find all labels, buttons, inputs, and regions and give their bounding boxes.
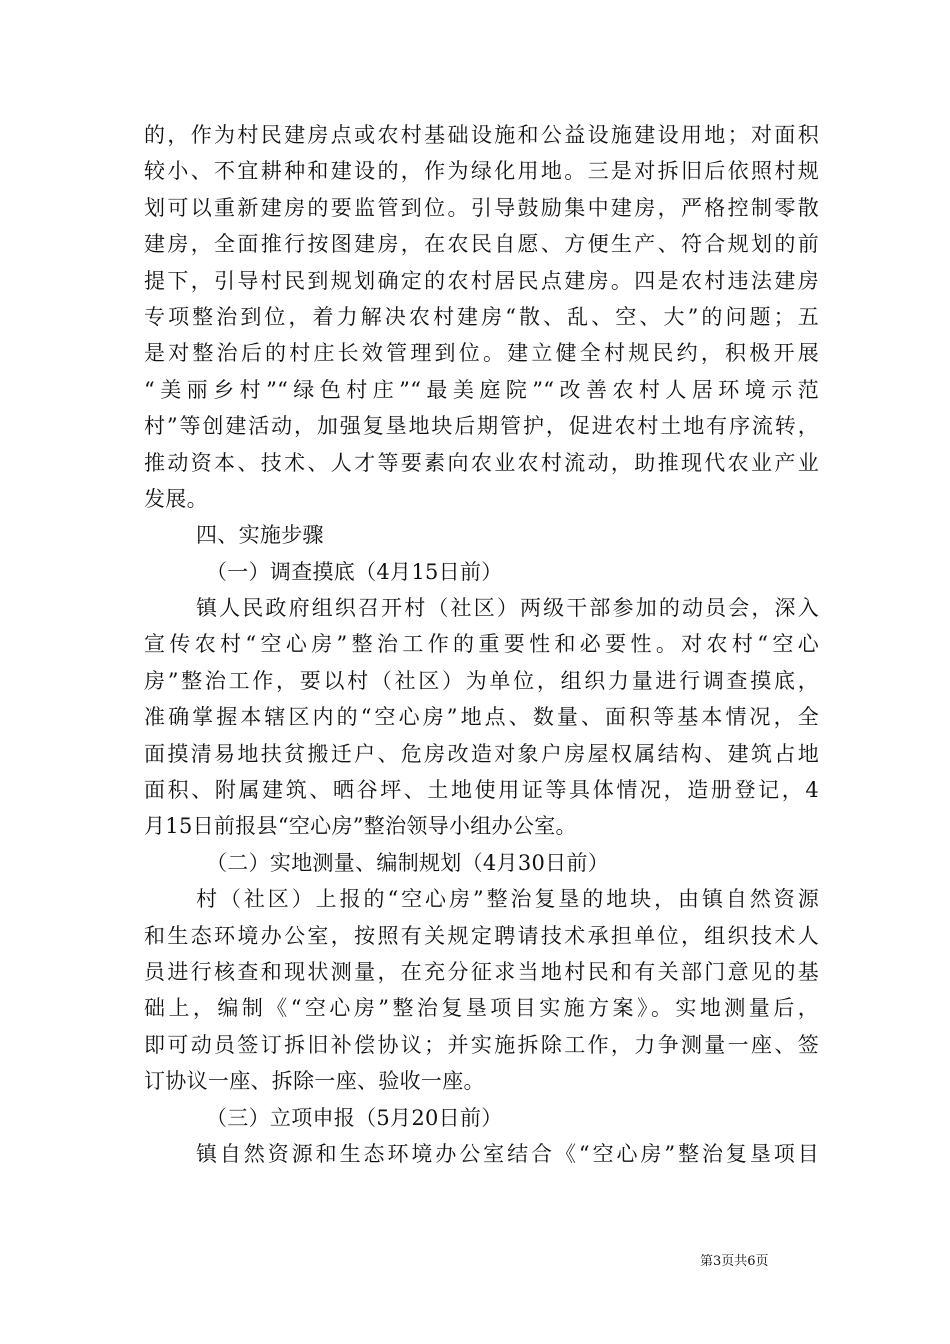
subsection-heading: （二）实地测量、编制规划（4月30日前） [206, 850, 610, 875]
document-body [144, 117, 819, 1172]
text-line: 面积、附属建筑、晒谷坪、土地使用证等具体情况，造册登记，4 [144, 778, 819, 803]
text-line: 划可以重新建房的要监管到位。引导鼓励集中建房，严格控制零散 [144, 195, 819, 220]
text-line: 镇自然资源和生态环境办公室结合《“空心房”整治复垦项目 [196, 1141, 819, 1166]
subsection-heading: （三）立项申报（5月20日前） [206, 1105, 503, 1130]
text-line: 村（社区）上报的“空心房”整治复垦的地块，由镇自然资源 [196, 887, 819, 912]
text-line: 房”整治工作，要以村（社区）为单位，组织力量进行调查摸底， [144, 668, 819, 693]
subsection-heading: （一）调查摸底（4月15日前） [206, 559, 503, 584]
text-line: 员进行核查和现状测量，在充分征求当地村民和有关部门意见的基 [144, 959, 819, 984]
text-line: 是对整治后的村庄长效管理到位。建立健全村规民约，积极开展 [144, 341, 819, 366]
text-line: 发展。 [144, 486, 208, 511]
text-line: 宣传农村“空心房”整治工作的重要性和必要性。对农村“空心 [144, 632, 819, 657]
text-line: 和生态环境办公室，按照有关规定聘请技术承担单位，组织技术人 [144, 923, 819, 948]
text-line: 订协议一座、拆除一座、验收一座。 [144, 1069, 485, 1094]
text-line: 推动资本、技术、人才等要素向农业农村流动，助推现代农业产业 [144, 450, 819, 475]
page-number: 第3页共6页 [700, 1254, 769, 1269]
text-line: 村”等创建活动，加强复垦地块后期管护，促进农村土地有序流转， [144, 414, 819, 439]
text-line: 提下，引导村民到规划确定的农村居民点建房。四是农村违法建房 [144, 268, 819, 293]
text-line: 面摸清易地扶贫搬迁户、危房改造对象户房屋权属结构、建筑占地 [144, 741, 819, 766]
section-heading: 四、实施步骤 [196, 523, 324, 548]
text-line: 准确掌握本辖区内的“空心房”地点、数量、面积等基本情况，全 [144, 705, 819, 730]
text-line: 的，作为村民建房点或农村基础设施和公益设施建设用地；对面积 [144, 123, 819, 147]
text-line: 础上，编制《“空心房”整治复垦项目实施方案》。实地测量后， [144, 996, 819, 1021]
text-line: “美丽乡村”“绿色村庄”“最美庭院”“改善农村人居环境示范 [144, 377, 819, 402]
text-line: 镇人民政府组织召开村（社区）两级干部参加的动员会，深入 [196, 596, 819, 621]
text-line: 建房，全面推行按图建房，在农民自愿、方便生产、符合规划的前 [144, 232, 819, 257]
text-line: 即可动员签订拆旧补偿协议；并实施拆除工作，力争测量一座、签 [144, 1032, 819, 1057]
text-line: 专项整治到位，着力解决农村建房“散、乱、空、大”的问题；五 [144, 304, 819, 329]
text-line: 月15日前报县“空心房”整治领导小组办公室。 [144, 814, 577, 839]
text-line: 较小、不宜耕种和建设的，作为绿化用地。三是对拆旧后依照村规 [144, 159, 819, 184]
